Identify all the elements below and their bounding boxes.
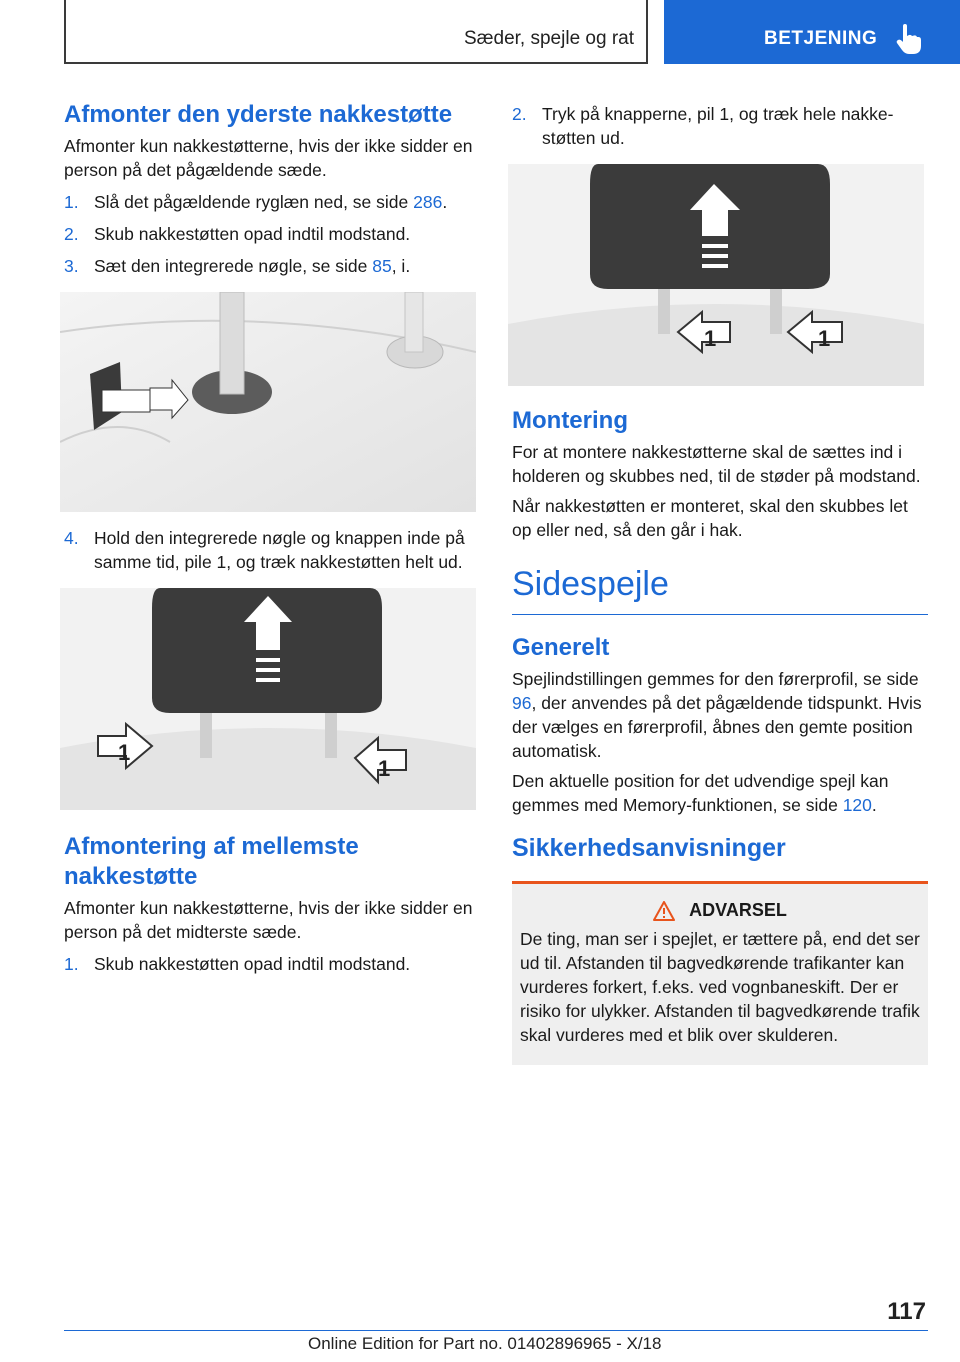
heading-sikkerhed: Sikkerhedsanvisninger	[512, 834, 786, 862]
step-text: Sæt den integrerede nøgle, se side	[94, 256, 373, 276]
section-title: Sæder, spejle og rat	[463, 28, 634, 49]
heading-remove-middle-headrest: Afmontering af mellemste nakkestøtte	[64, 833, 359, 890]
page-link[interactable]: 286	[413, 192, 443, 212]
step-text: Skub nakkestøtten opad indtil modstand.	[94, 224, 411, 244]
step-text-tail: , i.	[391, 256, 411, 276]
warning-triangle-icon	[653, 901, 675, 921]
figure-headrest-remove	[508, 164, 924, 386]
text-segment: .	[871, 795, 877, 815]
right-column	[512, 100, 928, 1065]
heading-sidespejle: Sidespejle	[512, 564, 928, 615]
paragraph-remove-middle: Afmonter kun nakkestøtterne, hvis der ikke sidder en person på det midterste sæde.	[64, 898, 473, 942]
page-link[interactable]: 85	[372, 256, 392, 276]
paragraph-generelt-1	[512, 667, 928, 763]
step-item	[64, 190, 480, 214]
warning-title: ADVARSEL	[689, 900, 787, 920]
figure-key-insertion	[60, 292, 476, 512]
text-segment: , der anvendes på det pågældende tidspunkt. Hvis der vælges en førerprofil, åbnes den gemte position automatisk.	[512, 693, 922, 761]
warning-text: De ting, man ser i spejlet, er tættere på, end det ser ud til. Afstanden til bagvedkørende trafikanter kan vurderes forkert, f.eks. ved vognbaneskift. Der er risiko for ulykker. Afstanden til bagvedkørende trafik skal vurderes med et blik over skulderen.	[520, 929, 920, 1045]
page-link[interactable]: 120	[842, 795, 872, 815]
warning-header	[520, 900, 920, 921]
paragraph-montering-1: For at montere nakkestøtterne skal de sættes ind i holderen og skubbes ned, til de støder på modstand.	[512, 442, 921, 486]
hand-pointer-icon	[896, 24, 922, 54]
figure-headrest-outer	[60, 588, 476, 810]
text-segment: Spejlindstillingen gemmes for den førerprofil, se side	[512, 669, 919, 689]
step-item	[512, 102, 928, 150]
header-section-box	[64, 0, 648, 64]
step-number: 1.	[64, 954, 79, 974]
step-item	[64, 526, 480, 574]
step-text: Skub nakkestøtten opad indtil modstand.	[94, 954, 411, 974]
step-text-tail: .	[442, 192, 448, 212]
step-number: 2.	[512, 104, 527, 124]
footer-rule	[64, 1330, 928, 1331]
heading-remove-outer-headrest: Afmonter den yderste nakkestøtte	[64, 101, 453, 128]
paragraph-montering-2: Når nakkestøtten er monteret, skal den skubbes let op eller ned, så den går i hak.	[512, 496, 908, 540]
chapter-tab[interactable]	[664, 0, 960, 64]
heading-montering: Montering	[512, 407, 628, 434]
arrow-label-1: 1	[818, 326, 831, 351]
text-segment: Den aktuelle position for det udvendige spejl kan gemmes med Memory-funktionen, se side	[512, 771, 889, 815]
arrow-label-1: 1	[704, 326, 717, 351]
step-text: Slå det pågældende ryglæn ned, se side	[94, 192, 414, 212]
step-item	[64, 952, 480, 976]
page-number: 117	[887, 1298, 926, 1325]
left-column	[64, 100, 480, 984]
chapter-tab-label: BETJENING	[764, 28, 878, 49]
paragraph-generelt-2	[512, 769, 928, 817]
step-number: 2.	[64, 224, 79, 244]
footer-edition: Online Edition for Part no. 01402896965 - X/18	[308, 1334, 662, 1353]
step-text: Tryk på knapperne, pil 1, og træk hele nakkestøtten ud.	[542, 104, 894, 148]
warning-box	[512, 881, 928, 1065]
step-text: Hold den integrerede nøgle og knappen inde på samme tid, pile 1, og træk nakkestøtten helt ud.	[94, 528, 465, 572]
step-item	[64, 222, 480, 246]
step-item	[64, 254, 480, 278]
page-link[interactable]: 96	[512, 693, 532, 713]
arrow-label-1: 1	[118, 740, 131, 765]
step-number: 4.	[64, 528, 79, 548]
heading-generelt: Generelt	[512, 634, 610, 661]
step-number: 3.	[64, 256, 79, 276]
step-number: 1.	[64, 192, 79, 212]
arrow-label-1: 1	[378, 756, 391, 781]
paragraph-remove-outer: Afmonter kun nakkestøtterne, hvis der ikke sidder en person på det pågældende sæde.	[64, 136, 473, 180]
